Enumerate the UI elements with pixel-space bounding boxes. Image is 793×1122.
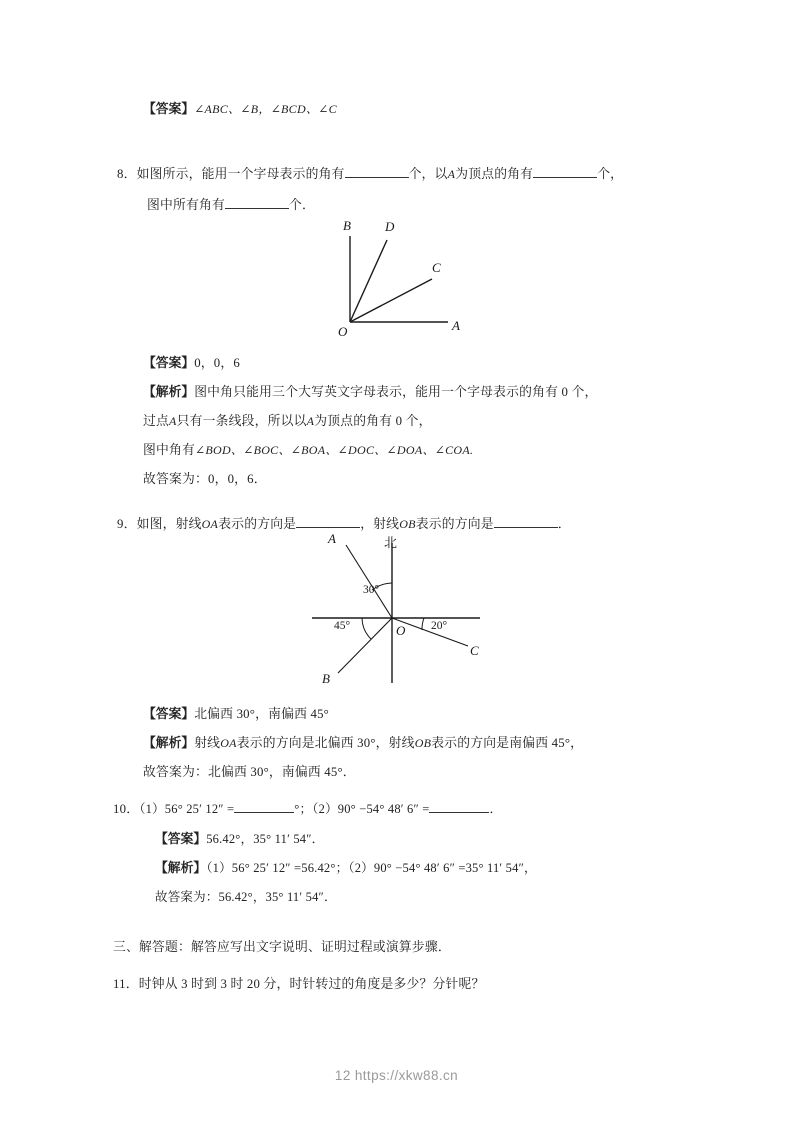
angle-label-45: 45°: [334, 620, 351, 632]
q11-line: [113, 975, 484, 993]
q8-analysis-l2-post: 为顶点的角有 0 个，: [314, 414, 432, 428]
section3-heading: [113, 938, 451, 956]
q9-stem-text5: ．: [557, 517, 571, 531]
q7-answer-content: ∠ABC、∠B，∠BCD、∠C: [194, 102, 337, 116]
q8-figure: [330, 218, 480, 340]
q8-analysis-text1: 图中角只能用三个大写英文字母表示，能用一个字母表示的角有 0 个，: [194, 385, 598, 399]
q9-stem-line: [117, 515, 571, 533]
q8-blank-3[interactable]: [225, 196, 289, 209]
label-C: C: [432, 260, 441, 275]
q8-number: 8．: [117, 167, 137, 181]
page-footer: 12 https://xkw88.cn: [334, 1068, 459, 1083]
ray-OC: [350, 279, 432, 322]
q9-stem-text3: ，射线: [360, 517, 400, 531]
q9-analysis-var-oa: OA: [220, 736, 237, 750]
answer-tag: 【答案】: [143, 356, 195, 370]
label-B: B: [343, 218, 351, 233]
q8-analysis-var-a2: A: [306, 414, 315, 428]
q8-answer-line: [143, 354, 240, 372]
q9-stem-var-oa: OA: [201, 517, 219, 531]
label-A: A: [452, 318, 460, 333]
q8-analysis-var-a1: A: [169, 414, 177, 428]
q10-analysis-line1: [155, 859, 537, 877]
answer-tag: 【答案】: [143, 102, 195, 116]
q8-stem-line1: [117, 165, 623, 183]
label-B: B: [322, 671, 330, 686]
q10-blank-2[interactable]: [429, 800, 489, 813]
q10-number: 10．: [113, 802, 140, 816]
q10-stem-p2: °；（2）90° −54° 48′ 6″ =: [294, 802, 430, 816]
q8-analysis-line2: [143, 412, 432, 430]
analysis-tag: 【解析】: [143, 385, 195, 399]
q8-analysis-l4: 故答案为：0，0，6．: [143, 472, 267, 486]
q8-stem-text2: 个，以: [408, 167, 448, 181]
q11-number: 11．: [113, 977, 139, 991]
q8-analysis-line4: [143, 470, 267, 488]
q8-analysis-line1: [143, 383, 598, 401]
q9-analysis-var-ob: OB: [414, 736, 432, 750]
q8-stem-line2: [147, 196, 315, 214]
q8-analysis-l3-pre: 图中角有: [143, 443, 195, 457]
q8-analysis-l2-mid: 只有一条线段，所以以: [176, 414, 307, 428]
q8-stem-text3: 为顶点的角有: [455, 167, 534, 181]
angle-label-20: 20°: [431, 620, 448, 632]
ray-OA: [346, 545, 392, 618]
q10-blank-1[interactable]: [234, 800, 294, 813]
q9-analysis-line1: [143, 734, 583, 752]
q9-answer-line: [143, 705, 329, 723]
answer-tag: 【答案】: [143, 707, 195, 721]
label-O: O: [396, 623, 406, 638]
q8-analysis-l2-pre: 过点: [143, 414, 169, 428]
ray-OD: [350, 240, 387, 322]
q9-analysis-post: 表示的方向是南偏西 45°，: [431, 736, 584, 750]
q9-stem-var-ob: OB: [399, 517, 416, 531]
q10-stem-p1: （1）56° 25′ 12″ =: [139, 802, 235, 816]
q10-stem-p3: ．: [489, 802, 503, 816]
q8-stem-var-a: A: [447, 167, 456, 181]
q10-stem-line: [113, 800, 502, 818]
q8-stem-line2-text1: 图中所有角有: [147, 198, 225, 212]
q8-blank-2[interactable]: [533, 165, 597, 178]
q9-stem-text1: 如图，射线: [136, 517, 202, 531]
analysis-tag: 【解析】: [143, 736, 195, 750]
q10-answer-line: [155, 830, 324, 848]
answer-tag: 【答案】: [155, 832, 207, 846]
q9-analysis-line2: [143, 763, 356, 781]
q9-stem-text4: 表示的方向是: [415, 517, 494, 531]
q11-text: 时钟从 3 时到 3 时 20 分，时针转过的角度是多少？分针呢？: [138, 977, 485, 991]
q10-analysis-l1: （1）56° 25′ 12″ =56.42°；（2）90° −54° 48′ 6″ =35° 11′ 54″，: [206, 861, 537, 875]
q9-answer-text: 北偏西 30°，南偏西 45°: [194, 707, 329, 721]
label-C: C: [470, 643, 479, 658]
q9-blank-1[interactable]: [296, 515, 360, 528]
q9-number: 9．: [117, 517, 137, 531]
q9-analysis-l2: 故答案为：北偏西 30°，南偏西 45°．: [143, 765, 356, 779]
label-D: D: [385, 219, 395, 234]
q9-stem-text2: 表示的方向是: [218, 517, 297, 531]
q8-analysis-angle-list: ∠BOD、∠BOC、∠BOA、∠DOC、∠DOA、∠COA.: [195, 443, 474, 457]
q7-answer-line: [143, 100, 337, 118]
arc-20: [422, 618, 424, 630]
q9-blank-2[interactable]: [494, 515, 558, 528]
q10-analysis-line2: [155, 888, 337, 906]
q9-analysis-mid: 表示的方向是北偏西 30°，射线: [236, 736, 415, 750]
label-O: O: [338, 324, 348, 339]
q9-analysis-pre: 射线: [194, 736, 221, 750]
section3-heading-text: 三、解答题：解答应写出文字说明、证明过程或演算步骤．: [113, 940, 451, 954]
q8-analysis-line3: [143, 441, 473, 459]
angle-label-30: 30°: [363, 584, 380, 596]
q8-answer-text: 0，0，6: [194, 356, 240, 370]
label-north: 北: [384, 535, 398, 550]
q8-stem-text1: 如图所示，能用一个字母表示的角有: [136, 167, 345, 181]
q8-stem-text4: 个，: [597, 167, 624, 181]
q10-analysis-l2: 故答案为：56.42°，35° 11′ 54″．: [155, 890, 337, 904]
label-A: A: [328, 531, 336, 546]
q8-stem-line2-text2: 个．: [288, 198, 315, 212]
q9-figure: [300, 533, 500, 693]
q10-answer-text: 56.42°，35° 11′ 54″．: [206, 832, 325, 846]
analysis-tag: 【解析】: [155, 861, 207, 875]
arc-45: [362, 618, 371, 639]
q8-blank-1[interactable]: [345, 165, 409, 178]
